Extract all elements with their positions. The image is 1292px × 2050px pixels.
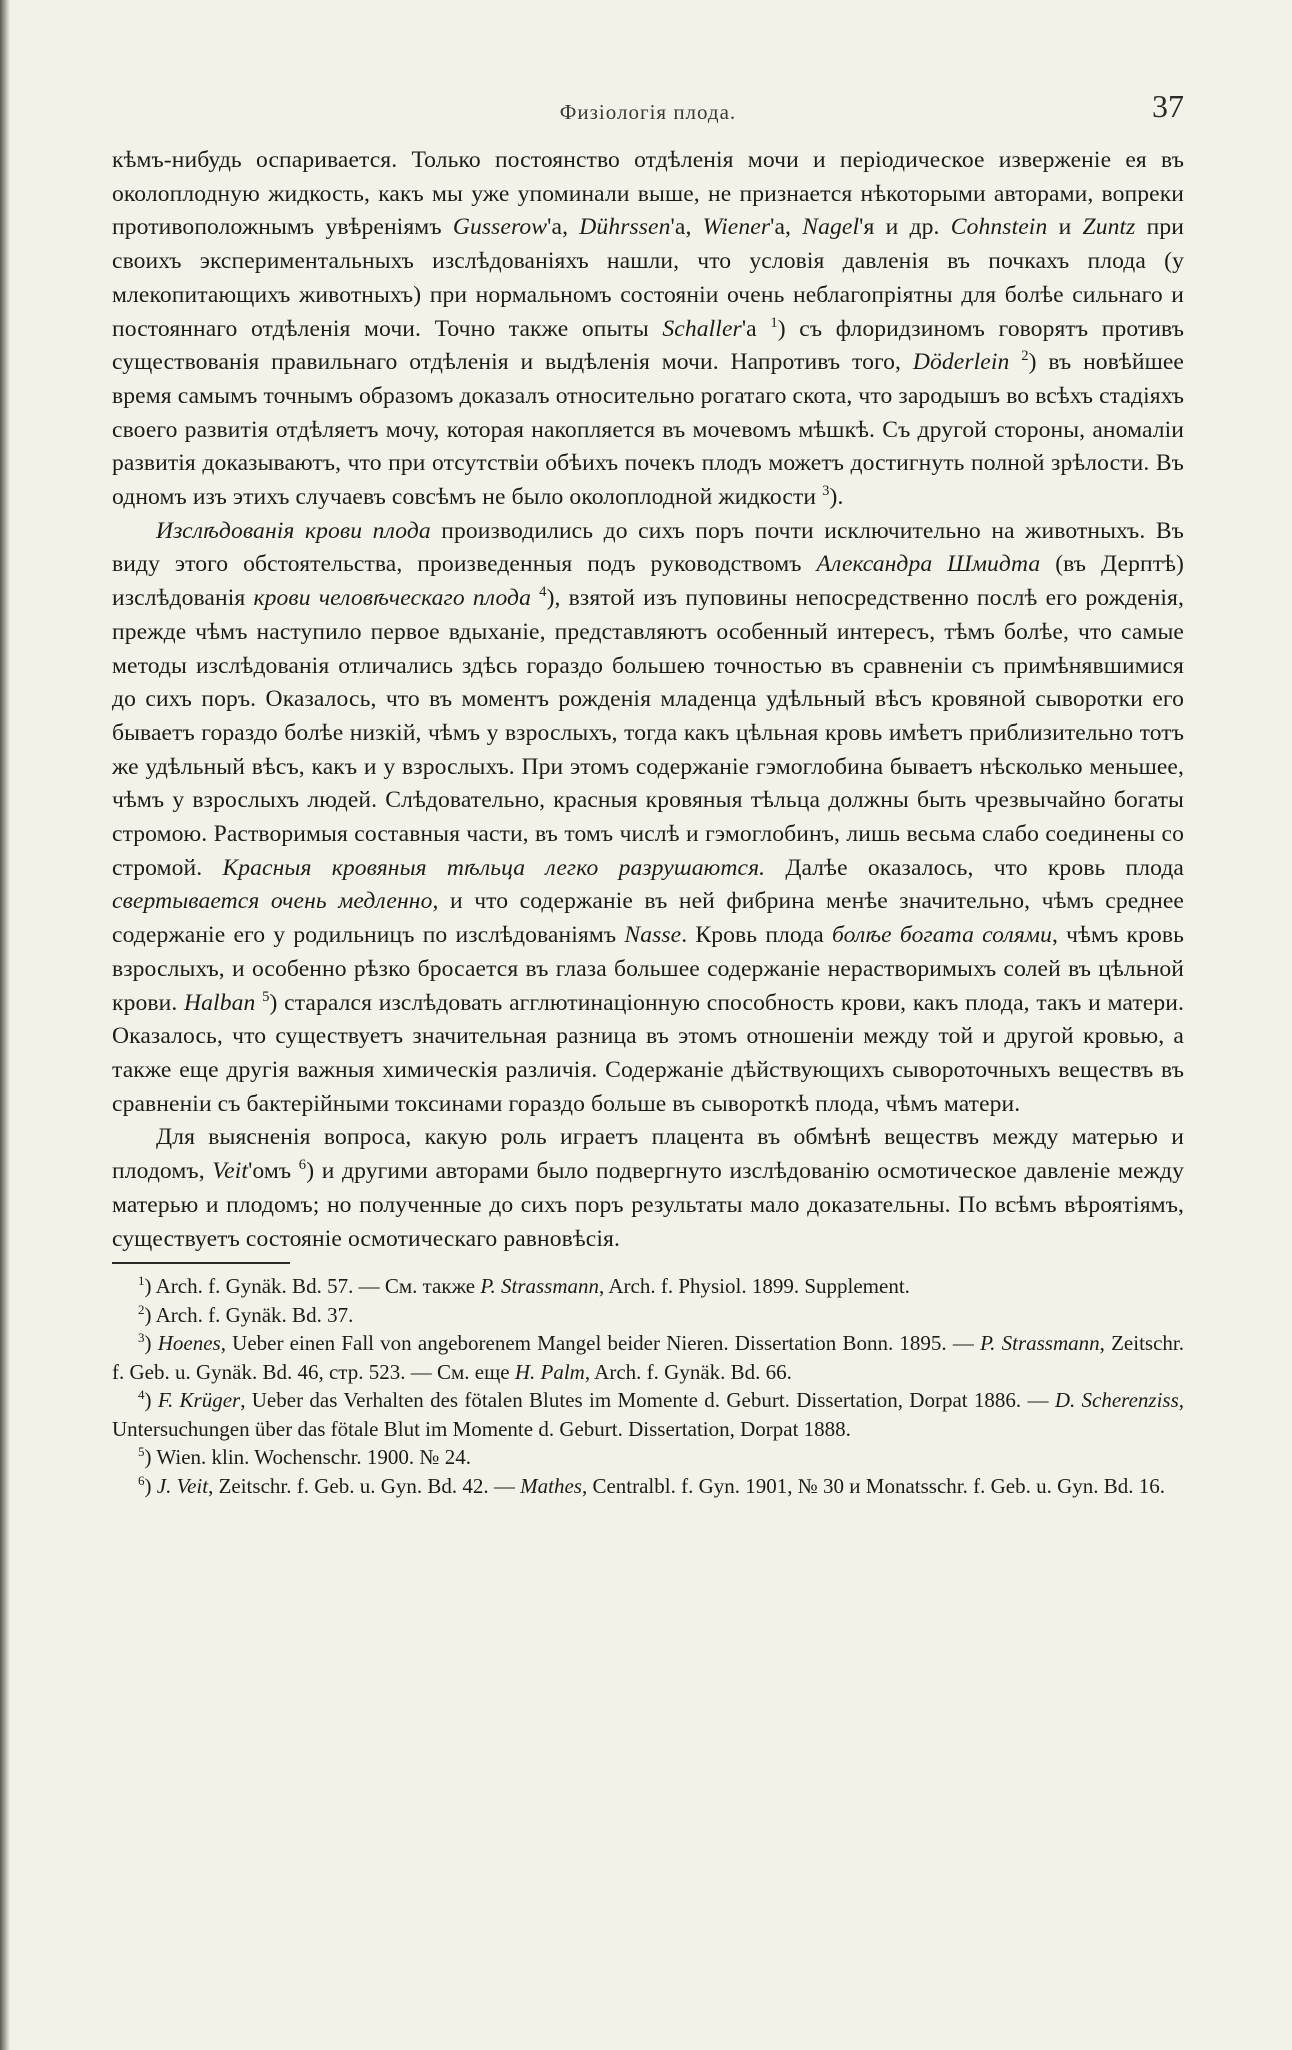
italic-run: Wiener <box>702 214 771 241</box>
text-run: ). <box>829 484 844 511</box>
text-run: ) въ новѣйшее время самымъ точнымъ образомъ доказалъ относительно рогатаго скота, что зародышъ во всѣхъ стадіяхъ своего развитія отдѣляетъ мочу, которая накопляется въ мочевомъ мѣшкѣ. Съ другой стороны, аномаліи развитія доказываютъ, что при отсутствіи обѣихъ почекъ плодъ можетъ достигнуть полной зрѣлости. Въ одномъ изъ этихъ случаевъ совсѣмъ не было околоплодной жидкости <box>112 349 1184 511</box>
footnote-marker: 3 <box>138 1330 145 1346</box>
text-run: ) Arch. f. Gynäk. Bd. 57. — См. также <box>144 1274 481 1299</box>
text-run <box>1009 349 1021 375</box>
text-run: и <box>1047 214 1083 241</box>
italic-run: Красныя кровяныя тѣльца легко разрушаются. <box>222 854 766 881</box>
text-run: ) Arch. f. Gynäk. Bd. 37. <box>144 1302 354 1327</box>
italic-run: Veit <box>212 1158 249 1185</box>
italic-run: Halban <box>184 989 256 1016</box>
italic-run: Изслѣдованія крови плода <box>156 517 431 544</box>
italic-run: P. Strassmann <box>980 1331 1100 1356</box>
italic-run: F. Krüger <box>157 1388 241 1413</box>
paragraph <box>112 144 1184 515</box>
text-run: ) Wien. klin. Wochenschr. 1900. № 24. <box>144 1445 471 1470</box>
book-page <box>112 84 1184 1500</box>
text-run: , и что содержаніе въ ней фибрина менѣе значительно, чѣмъ среднее содержаніе его у родильницъ по изслѣдованіямъ <box>112 888 1184 949</box>
italic-run: Александра Шмидта <box>816 551 1041 578</box>
italic-run: Nagel <box>802 214 860 241</box>
text-run: ) <box>144 1473 157 1498</box>
text-run: , Ueber einen Fall von angeborenem Mangel beider Nieren. Dissertation Bonn. 1895. — <box>220 1331 981 1356</box>
text-run: при своихъ экспериментальныхъ изслѣдованіяхъ нашли, что условія давленія въ почкахъ плода (у млекопитающихъ животныхъ) при нормальномъ состояніи очень неблагопріятны для болѣе сильнаго и постояннаго отдѣленія мочи. Точно также опыты <box>112 214 1185 342</box>
italic-run: D. Scherenziss <box>1054 1388 1179 1413</box>
italic-run: P. Strassmann <box>480 1274 600 1299</box>
footnote <box>112 1472 1184 1501</box>
text-run: ) <box>144 1388 158 1413</box>
italic-run: Gusserow <box>452 214 548 241</box>
text-run: Далѣе оказалось, что кровь плода <box>765 854 1184 881</box>
text-run: , чѣмъ кровь взрослыхъ, и особенно рѣзко бросается въ глаза большее содержаніе нерастворимыхъ солей въ цѣльной крови. <box>112 922 1184 1016</box>
italic-run: крови человѣческаго плода <box>253 585 531 612</box>
footnote-marker: 5 <box>262 988 270 1005</box>
text-run: , Zeitschr. f. Geb. u. Gyn. Bd. 42. — <box>208 1473 521 1498</box>
footnote-marker: 3 <box>822 483 830 500</box>
footnote-rule <box>112 1262 290 1264</box>
text-run: Для выясненія вопроса, какую роль играетъ плацента въ обмѣнѣ веществъ между матерью и плодомъ, <box>112 1124 1184 1185</box>
text-run: 'а, <box>670 214 703 241</box>
italic-run: Schaller <box>662 315 742 342</box>
paragraph <box>112 515 1184 1122</box>
italic-run: свертывается очень медленно <box>112 888 433 915</box>
text-run: ) съ флоридзиномъ говорятъ противъ существованія правильнаго отдѣленія и выдѣленія мочи. Напротивъ того, <box>112 315 1185 376</box>
text-run: ) и другими авторами было подвергнуто изслѣдованію осмотическое давленіе между матерью и плодомъ; но полученные до сихъ поръ результаты мало доказательны. По всѣмъ вѣроятіямъ, существуетъ состояніе осмотическаго равновѣсія. <box>112 1158 1184 1252</box>
footnote-marker: 1 <box>770 314 778 331</box>
italic-run: Döderlein <box>912 349 1010 376</box>
footnote-marker: 4 <box>138 1387 145 1403</box>
footnote <box>112 1443 1184 1472</box>
text-run: 'омъ <box>248 1158 299 1185</box>
text-run: ), взятой изъ пуповины непосредственно послѣ его рожденія, прежде чѣмъ наступило первое вдыханіе, представляютъ особенный интересъ, тѣмъ болѣе, что самые методы изслѣдованія отличались здѣсь гораздо большею точностью въ сравненіи съ примѣнявшимися до сихъ поръ. Оказалось, что въ моментъ рожденія младенца удѣльный вѣсъ кровяной сыворотки его бываетъ гораздо болѣе низкій, чѣмъ у взрослыхъ, тогда какъ цѣльная кровь имѣетъ приблизительно тотъ же удѣльный вѣсъ, какъ и у взрослыхъ. При этомъ содержаніе гэмоглобина бываетъ нѣсколько меньшее, чѣмъ у взрослыхъ людей. Слѣдовательно, красныя кровяныя тѣльца должны быть чрезвычайно богаты стромою. Растворимыя составныя части, въ томъ числѣ и гэмоглобинъ, лишь весьма слабо соединены со стромой. <box>112 585 1185 881</box>
footnotes <box>112 1272 1184 1500</box>
footnote <box>112 1329 1184 1386</box>
text-run: 'а, <box>547 214 580 241</box>
italic-run: Mathes <box>520 1473 582 1498</box>
footnote-marker: 2 <box>1021 348 1029 365</box>
body-text <box>112 144 1184 1256</box>
text-run: производились до сихъ поръ почти исключительно на животныхъ. Въ виду этого обстоятельства, произведенныя подъ руководствомъ <box>112 517 1184 578</box>
running-title: Физіологія плода. <box>559 100 737 124</box>
text-run: , Centralbl. f. Gyn. 1901, № 30 и Monatsschr. f. Geb. u. Gyn. Bd. 16. <box>581 1473 1166 1498</box>
footnote <box>112 1301 1184 1330</box>
footnote-marker: 6 <box>298 1157 307 1174</box>
footnote <box>112 1272 1184 1301</box>
italic-run: болѣе богата солями <box>831 922 1052 949</box>
text-run <box>531 585 539 611</box>
paragraph <box>112 1121 1184 1256</box>
text-run: ) старался изслѣдовать агглютинаціонную способность крови, какъ плода, такъ и матери. Оказалось, что существуетъ значительная разница въ этомъ отношеніи между той и другой кровью, а также еще другія важныя химическія различія. Содержаніе дѣйствующихъ сывороточныхъ веществъ въ сравненіи съ бактерійными токсинами гораздо больше въ сывороткѣ плода, чѣмъ матери. <box>112 989 1184 1117</box>
text-run: , Untersuchungen über das fötale Blut im Momente d. Geburt. Dissertation, Dorpat 1888. <box>112 1388 1185 1441</box>
italic-run: J. Veit <box>156 1473 209 1498</box>
text-run: 'а <box>741 315 771 342</box>
page-number: 37 <box>1152 88 1184 124</box>
text-run: . Кровь плода <box>681 922 832 949</box>
italic-run: Dührssen <box>579 214 671 241</box>
running-head <box>112 84 1184 144</box>
italic-run: Nasse <box>624 922 682 949</box>
text-run: 'я и др. <box>859 214 951 241</box>
text-run: , Ueber das Verhalten des fötalen Blutes im Momente d. Geburt. Dissertation, Dorpat 1886. — <box>240 1388 1055 1413</box>
italic-run: H. Palm <box>514 1359 585 1384</box>
footnote <box>112 1386 1184 1443</box>
text-run: ) <box>144 1331 158 1356</box>
footnote-marker: 6 <box>138 1472 145 1488</box>
italic-run: Cohnstein <box>950 214 1048 241</box>
footnote-marker: 2 <box>138 1301 145 1317</box>
text-run: 'а, <box>770 214 803 241</box>
text-run: , Zeitschr. f. Geb. u. Gynäk. Bd. 46, стр. 523. — См. еще <box>112 1331 1184 1384</box>
italic-run: Hoenes <box>157 1331 221 1356</box>
text-run: кѣмъ-нибудь оспаривается. Только постоянство отдѣленія мочи и періодическое изверженіе ея въ околоплодную жидкость, какъ мы уже упоминали выше, не признается нѣкоторыми авторами, вопреки противоположнымъ увѣреніямъ <box>112 147 1184 241</box>
italic-run: Zuntz <box>1082 214 1136 241</box>
text-run: , Arch. f. Physiol. 1899. Supplement. <box>599 1274 910 1299</box>
footnote-marker: 5 <box>138 1444 145 1460</box>
text-run: (въ Дерптѣ) изслѣдованія <box>112 551 1184 612</box>
text-run: , Arch. f. Gynäk. Bd. 66. <box>584 1359 792 1384</box>
footnote-marker: 1 <box>138 1273 145 1289</box>
footnote-marker: 4 <box>539 584 547 601</box>
scan-edge-shadow <box>0 0 10 2050</box>
